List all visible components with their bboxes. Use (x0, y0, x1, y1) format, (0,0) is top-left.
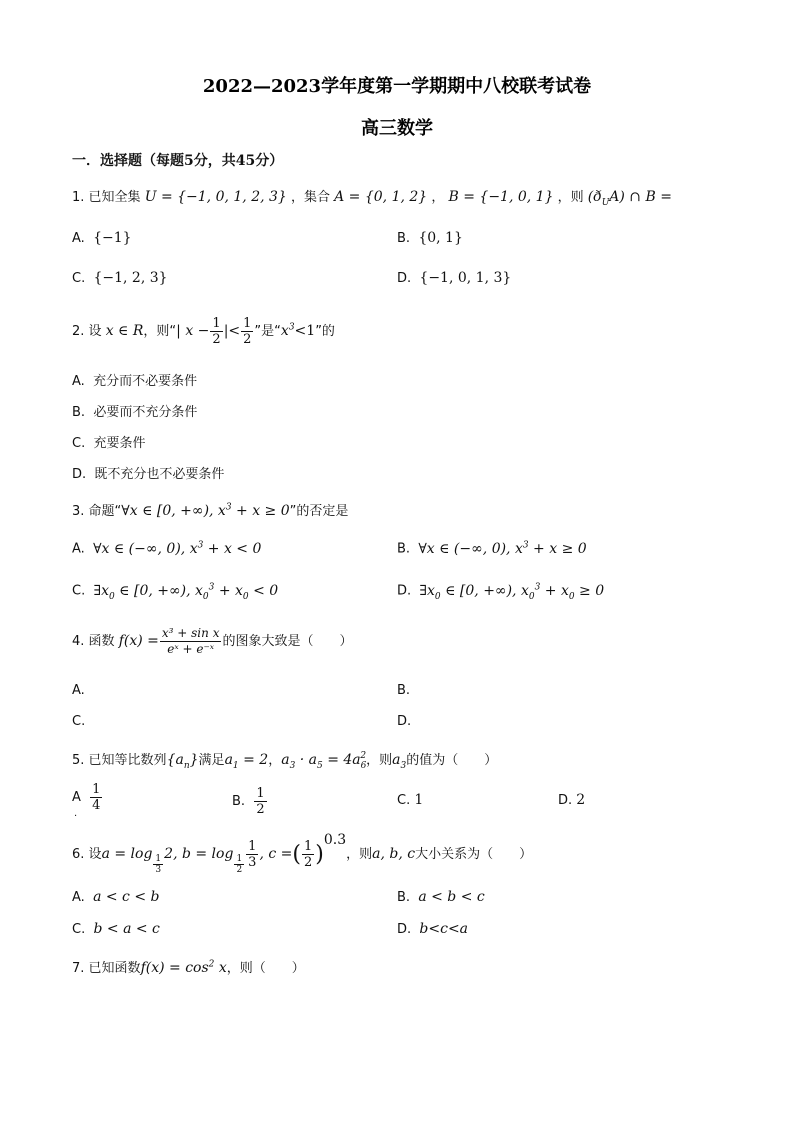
option-1b: B. {0, 1} (397, 230, 463, 246)
option-4c: C. (72, 714, 86, 729)
fraction: $\frac{\text{x³ + sin x}}{\text{eˣ + e⁻ˣ}}$ (161, 626, 220, 656)
option-6d: D. b<c<a (397, 921, 469, 937)
fraction: $\frac{1}{2}$ (212, 316, 221, 347)
question-1 (72, 186, 672, 208)
option-4d: D. (397, 714, 412, 729)
question-text: ，集合 (290, 190, 330, 205)
question-text: 大小关系为（ ） (415, 847, 533, 862)
question-number: 4. (72, 634, 85, 649)
math-power: , c = (259, 846, 293, 862)
section-heading: 一．选择题（每题5分，共45分） (72, 153, 284, 169)
question-text: ，则 (557, 190, 584, 205)
math-expression: $(ð_UA)$ ∩ B = (587, 189, 672, 208)
math-set-b: B = {−1, 0, 1} (448, 189, 554, 205)
paren-left-icon: ( (292, 842, 301, 867)
math-vars: a, b, c (372, 846, 416, 862)
question-text: 已知全集 (88, 190, 141, 205)
question-3 (72, 500, 348, 519)
question-text: 命题“ (88, 504, 122, 519)
math-proposition: ∀x ∈ [0, +∞), $x^3 + x \ge 0$ (121, 502, 290, 519)
option-2a: A. 充分而不必要条件 (72, 374, 198, 389)
math-set-u: U = {−1, 0, 1, 2, 3} (144, 189, 287, 205)
question-number: 2. (72, 324, 85, 339)
option-3a: A. ∀x ∈ (−∞, 0), $x^3 + x < 0$ (72, 540, 262, 557)
question-text: ， (268, 753, 282, 768)
math-cube: $x^3$ (280, 322, 295, 339)
option-5b: B. $\frac{1}{2}$ (232, 786, 265, 817)
question-text: 的值为（ ） (406, 753, 498, 768)
question-text: 函数 (88, 634, 115, 649)
option-5c: C. 1 (397, 792, 424, 808)
question-number: 1. (72, 190, 85, 205)
math-lt: <1 (294, 323, 316, 339)
exam-subtitle: 高三数学 (361, 118, 433, 139)
option-6b: B. a < b < c (397, 889, 485, 905)
math-set-a: A = {0, 1, 2} (334, 189, 428, 205)
math-condition: x ∈ R (105, 323, 144, 339)
option-1d: D. {−1, 0, 1, 3} (397, 270, 512, 286)
math-log: 2, b = log (164, 846, 234, 862)
math-condition: $a_3 \cdot a_5 = 4a_6^2$ (281, 751, 367, 771)
fraction: $\frac{1}{2}$ (243, 316, 252, 347)
math-exponent: 0.3 (323, 832, 347, 848)
question-text: ”的 (315, 324, 335, 339)
question-text: ”是“ (254, 324, 281, 339)
option-6c: C. b < a < c (72, 921, 160, 937)
exam-title: 2022—2023学年度第一学期期中八校联考试卷 (202, 76, 592, 97)
option-2b: B. 必要而不充分条件 (72, 405, 198, 420)
math-condition: $a_1 = 2$ (224, 752, 269, 771)
question-6 (72, 832, 532, 875)
option-2c: C. 充要条件 (72, 436, 146, 451)
question-7 (72, 957, 305, 976)
question-text: ，则 (346, 847, 373, 862)
question-text: 设 (88, 324, 102, 339)
math-function: f(x) = (118, 633, 159, 649)
question-5 (72, 749, 497, 771)
paren-right-icon: ) (315, 842, 324, 867)
option-1a: A. {−1} (72, 230, 132, 246)
option-4a: A. (72, 683, 85, 698)
question-4 (72, 626, 352, 657)
math-sequence: $\{a_n\}$ (166, 752, 199, 771)
question-text: ”的否定是 (289, 504, 349, 519)
question-text: 满足 (198, 753, 225, 768)
option-1c: C. {−1, 2, 3} (72, 270, 168, 286)
fraction: $\frac{1}{2}$ (236, 854, 243, 875)
question-text: 设 (88, 847, 102, 862)
question-number: 7. (72, 961, 85, 976)
option-4b: B. (397, 683, 411, 698)
question-number: 3. (72, 504, 85, 519)
question-text: 已知函数 (88, 961, 141, 976)
math-abs: |< (223, 323, 241, 339)
option-6a: A. a < c < b (72, 889, 160, 905)
question-text: ，则（ ） (226, 961, 305, 976)
question-text: 的图象大致是（ ） (222, 634, 353, 649)
math-function: $f(x) = \cos^2 x$ (140, 959, 227, 976)
math-log: a = log (101, 846, 153, 862)
option-5d: D. 2 (558, 792, 586, 808)
math-abs: | x − (176, 323, 210, 339)
question-text: ，则 (366, 753, 393, 768)
fraction: $\frac{1}{3}$ (248, 839, 257, 870)
question-number: 6. (72, 847, 85, 862)
fraction: $\frac{1}{3}$ (155, 854, 162, 875)
question-number: 5. (72, 753, 85, 768)
question-text: 已知等比数列 (88, 753, 167, 768)
question-2 (72, 316, 335, 347)
option-3b: B. ∀x ∈ (−∞, 0), $x^3 + x \ge 0$ (397, 540, 587, 557)
option-2d: D. 既不充分也不必要条件 (72, 467, 225, 482)
option-5a-dot: . (74, 808, 78, 819)
question-text: ， (431, 190, 445, 205)
fraction: $\frac{1}{2}$ (303, 839, 313, 870)
option-3c: C. $\exists x_0$ ∈ [0, +∞), $x_0^3 + x_0 < 0$ (72, 582, 279, 602)
question-text: ，则“ (143, 324, 177, 339)
math-term: $a_3$ (392, 752, 407, 771)
option-3d: D. $\exists x_0$ ∈ [0, +∞), $x_0^3 + x_0 \ge 0$ (397, 582, 605, 602)
option-5a: A $\frac{1}{4}$ (72, 782, 101, 813)
